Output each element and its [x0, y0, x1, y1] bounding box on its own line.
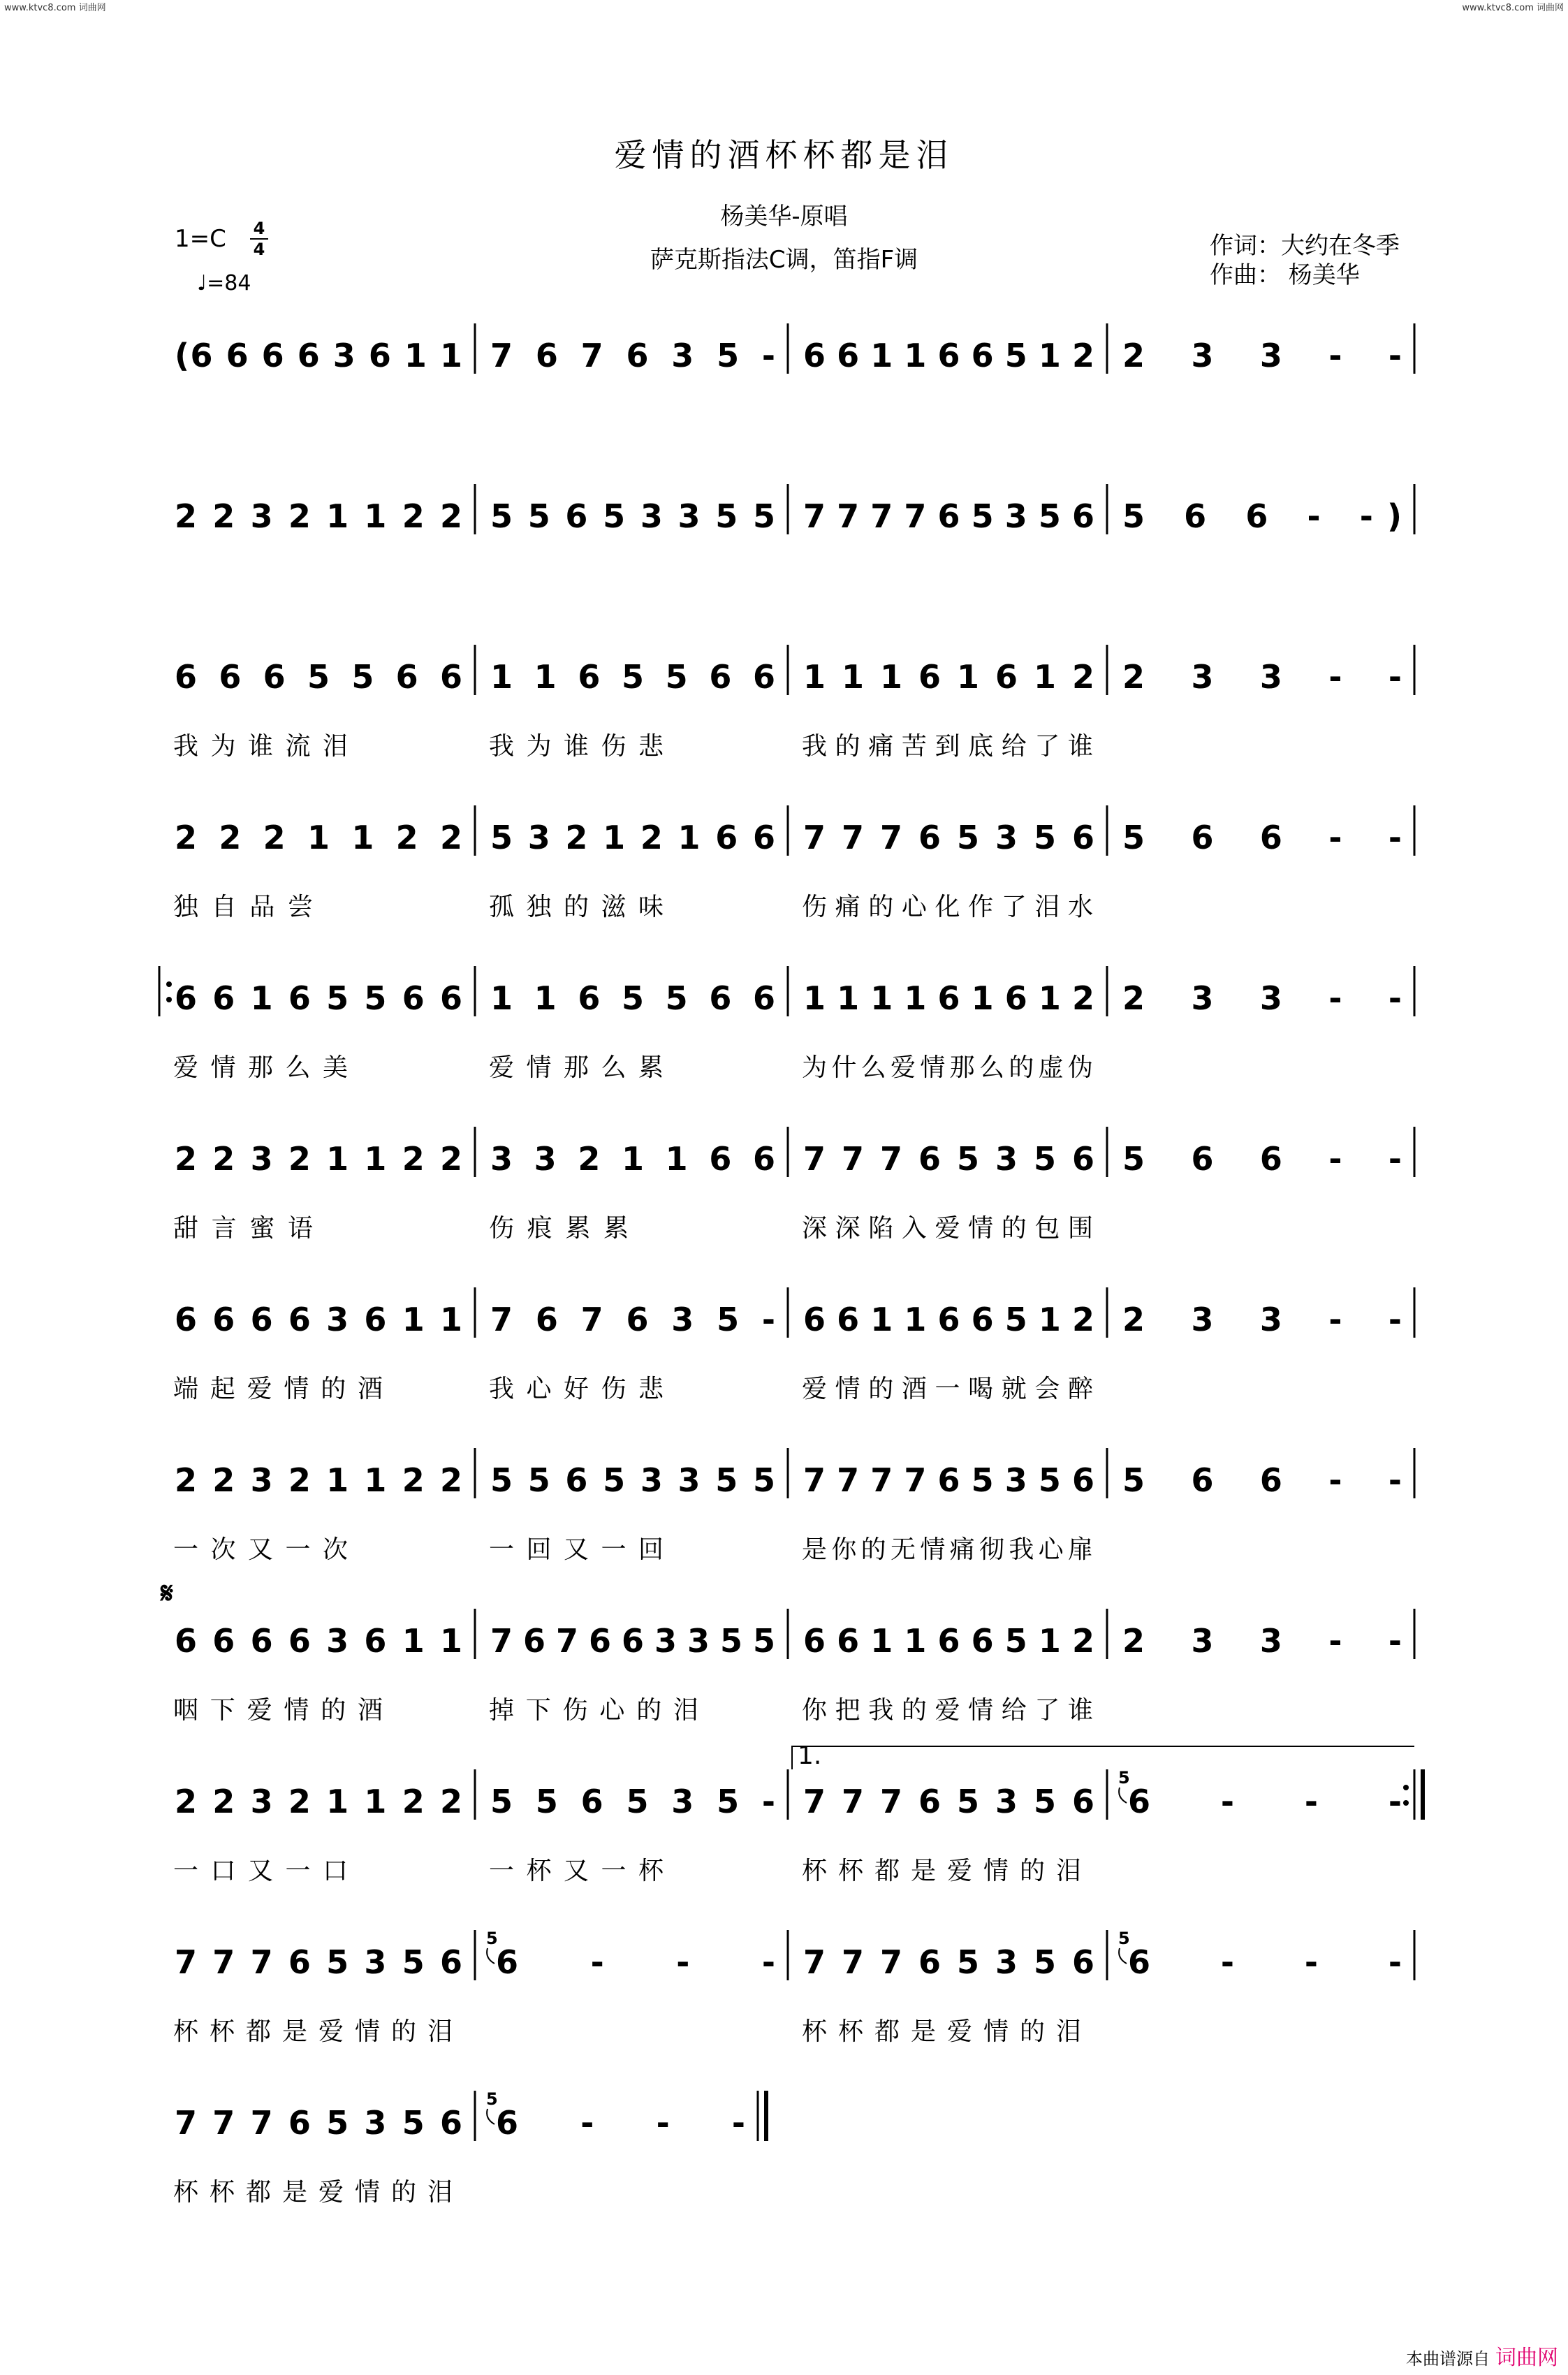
measure-notes: 5 6 6 - - [1122, 1461, 1402, 1499]
measure-notes: 1 1 1 6 1 6 1 2 [803, 658, 1094, 696]
grace-slur [1119, 1788, 1127, 1803]
repeat-dot [166, 997, 172, 1002]
lyric-line: 为 什 么 爱 情 那 么 的 虚 伪 [802, 1053, 1093, 1082]
measure-notes: 6 - - - [496, 1943, 775, 1981]
repeat-dot [1403, 1785, 1409, 1790]
measure-notes: 6 6 1 1 6 6 5 1 2 [803, 1622, 1094, 1660]
grace-slur [487, 2109, 494, 2124]
lyric-line: 伤 痕 累 累 [489, 1214, 629, 1243]
volta-number: 1. [798, 1741, 822, 1770]
measure-notes: 2 2 3 2 1 1 2 2 [175, 1461, 462, 1499]
grace-slur [1119, 1948, 1127, 1964]
lyric-line: 一 杯 又 一 杯 [489, 1857, 664, 1885]
measure-notes: 7 7 7 6 5 3 5 6 [803, 819, 1094, 856]
source-watermark [1406, 2340, 1558, 2371]
grace-note: 5 [1118, 1929, 1130, 1948]
measure-notes: 6 6 6 5 5 6 6 [175, 658, 462, 696]
key-signature: 1=C [175, 225, 226, 253]
measure-notes: 7 7 7 6 5 3 5 6 [175, 1943, 462, 1981]
grace-note: 5 [486, 1929, 498, 1948]
measure-notes: 1 1 6 5 5 6 6 [490, 658, 775, 696]
measure-notes: 1 1 1 1 6 1 6 1 2 [803, 979, 1094, 1017]
lyric-line: 杯 杯 都 是 爱 情 的 泪 [802, 1857, 1081, 1885]
measure-notes: 5 3 2 1 2 1 6 6 [490, 819, 775, 856]
time-sig-bottom: 4 [253, 240, 265, 259]
grace-note: 5 [1118, 1768, 1130, 1788]
segno-sign: 𝄋 [161, 1576, 174, 1610]
composer-credit: 作曲： 杨美华 [1210, 261, 1360, 289]
measure-notes: 6 6 1 1 6 6 5 1 2 [803, 1301, 1094, 1338]
measure-notes: 2 3 3 - - [1122, 658, 1402, 696]
measure-notes: 6 - - - [1128, 1943, 1402, 1981]
measure-notes: 6 6 1 6 5 5 6 6 [175, 979, 462, 1017]
time-sig-top: 4 [253, 219, 265, 238]
measure-notes: (6 6 6 6 3 6 1 1 [175, 337, 462, 374]
grace-slur [487, 1948, 494, 1964]
measure-notes: 7 6 7 6 6 3 3 5 5 [490, 1622, 775, 1660]
measure-notes: 6 6 6 6 3 6 1 1 [175, 1622, 462, 1660]
lyric-line: 孤 独 的 滋 味 [489, 893, 664, 921]
measure-notes: 2 2 3 2 1 1 2 2 [175, 497, 462, 535]
lyric-line: 伤 痛 的 心 化 作 了 泪 水 [802, 893, 1093, 921]
lyric-line: 深 深 陷 入 爱 情 的 包 围 [802, 1214, 1093, 1243]
measure-notes: 5 5 6 5 3 3 5 5 [490, 497, 775, 535]
volta-bracket [792, 1746, 1414, 1769]
measure-notes: 2 3 3 - - [1122, 1301, 1402, 1338]
lyric-line: 一 回 又 一 回 [489, 1535, 664, 1564]
measure-notes: 6 6 6 6 3 6 1 1 [175, 1301, 462, 1338]
lyric-line: 掉 下 伤 心 的 泪 [489, 1696, 698, 1725]
measure-notes: 2 3 3 - - [1122, 337, 1402, 374]
lyric-line: 是 你 的 无 情 痛 彻 我 心 扉 [802, 1535, 1093, 1564]
lyric-line: 咽 下 爱 情 的 酒 [173, 1696, 383, 1725]
singer-credit: 杨美华-原唱 [720, 203, 848, 231]
measure-notes: 1 1 6 5 5 6 6 [490, 979, 775, 1017]
measure-notes: 5 6 6 - - [1122, 819, 1402, 856]
measure-notes: 7 6 7 6 3 5 - [490, 337, 775, 374]
measure-notes: 6 - - - [1128, 1783, 1402, 1820]
quarter-note-icon: ♩ [197, 271, 207, 295]
repeat-dot [166, 981, 172, 987]
grace-note: 5 [486, 2089, 498, 2109]
lyric-line: 爱 情 那 么 累 [489, 1053, 664, 1082]
measure-notes: 5 5 6 5 3 5 - [490, 1783, 775, 1820]
measure-notes: 5 5 6 5 3 3 5 5 [490, 1461, 775, 1499]
measure-notes: 3 3 2 1 1 6 6 [490, 1140, 775, 1178]
lyric-line: 爱 情 的 酒 一 喝 就 会 醉 [802, 1375, 1093, 1403]
site-watermark-right: www.ktvc8.com 词曲网 [1462, 3, 1564, 13]
measure-notes: 2 2 3 2 1 1 2 2 [175, 1783, 462, 1820]
measure-notes: 2 3 3 - - [1122, 979, 1402, 1017]
measure-notes: 7 7 7 6 5 3 5 6 [803, 1783, 1094, 1820]
lyric-line: 爱 情 那 么 美 [173, 1053, 348, 1082]
lyric-line: 一 口 又 一 口 [173, 1857, 348, 1885]
measure-notes: 6 - - - [496, 2104, 745, 2142]
measure-notes: 5 6 6 - -) [1122, 497, 1402, 535]
measure-notes: 2 3 3 - - [1122, 1622, 1402, 1660]
source-text: 本曲谱源自 [1406, 2349, 1490, 2369]
lyric-line: 我 为 谁 流 泪 [173, 732, 348, 761]
lyric-line: 杯 杯 都 是 爱 情 的 泪 [173, 2017, 453, 2046]
measure-notes: 5 6 6 - - [1122, 1140, 1402, 1178]
measure-notes: 7 7 7 6 5 3 5 6 [175, 2104, 462, 2142]
repeat-dot [1403, 1800, 1409, 1806]
lyric-line: 我 的 痛 苦 到 底 给 了 谁 [802, 732, 1093, 761]
measure-notes: 7 6 7 6 3 5 - [490, 1301, 775, 1338]
measure-notes: 7 7 7 7 6 5 3 5 6 [803, 1461, 1094, 1499]
lyric-line: 我 为 谁 伤 悲 [489, 732, 664, 761]
lyric-line: 独 自 品 尝 [173, 893, 313, 921]
measure-notes: 7 7 7 7 6 5 3 5 6 [803, 497, 1094, 535]
measure-notes: 2 2 3 2 1 1 2 2 [175, 1140, 462, 1178]
lyric-line: 我 心 好 伤 悲 [489, 1375, 664, 1403]
measure-notes: 6 6 1 1 6 6 5 1 2 [803, 337, 1094, 374]
lyric-line: 一 次 又 一 次 [173, 1535, 348, 1564]
measure-notes: 7 7 7 6 5 3 5 6 [803, 1140, 1094, 1178]
lyric-line: 杯 杯 都 是 爱 情 的 泪 [173, 2178, 453, 2207]
lyric-line: 你 把 我 的 爱 情 给 了 谁 [802, 1696, 1093, 1725]
instrument-note: 萨克斯指法C调，笛指F调 [650, 246, 918, 274]
measure-notes: 2 2 2 1 1 2 2 [175, 819, 462, 856]
site-watermark-left: www.ktvc8.com 词曲网 [4, 3, 106, 13]
lyricist-credit: 作词：大约在冬季 [1210, 232, 1400, 260]
measure-notes: 7 7 7 6 5 3 5 6 [803, 1943, 1094, 1981]
lyric-line: 端 起 爱 情 的 酒 [173, 1375, 383, 1403]
song-title: 爱情的酒杯杯都是泪 [614, 136, 954, 174]
lyric-line: 甜 言 蜜 语 [173, 1214, 313, 1243]
source-brand: 词曲网 [1495, 2346, 1558, 2370]
tempo-value: =84 [207, 271, 251, 295]
lyric-line: 杯 杯 都 是 爱 情 的 泪 [802, 2017, 1081, 2046]
